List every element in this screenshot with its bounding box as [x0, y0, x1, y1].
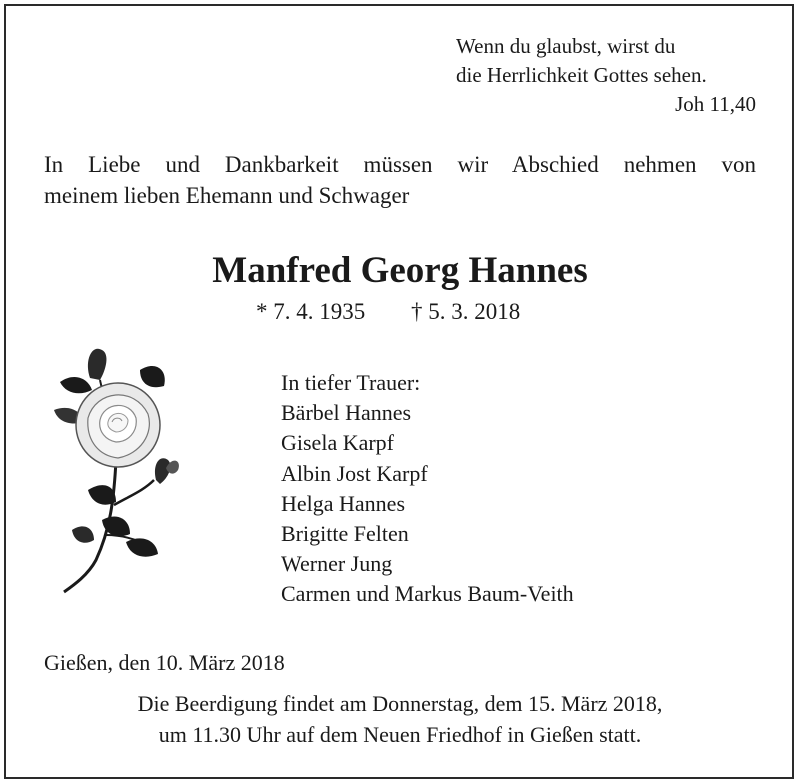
mourner-name: Bärbel Hannes	[281, 400, 412, 426]
intro-text	[44, 149, 756, 211]
mourner-name: Carmen und Markus Baum-Veith	[281, 581, 574, 607]
birth-date: * 7. 4. 1935	[256, 299, 366, 324]
intro-line-1: In Liebe und Dankbarkeit müssen wir Abschied nehmen von	[44, 152, 756, 177]
place-date: Gießen, den 10. März 2018	[44, 650, 285, 675]
mourner-name: Gisela Karpf	[281, 430, 395, 456]
verse-reference: Joh 11,40	[675, 92, 756, 116]
funeral-info	[0, 688, 800, 750]
mourner-name: Albin Jost Karpf	[281, 460, 428, 486]
funeral-line-1: Die Beerdigung findet am Donnerstag, dem 15. März 2018,	[137, 691, 663, 716]
mourners-heading: In tiefer Trauer:	[281, 370, 421, 395]
rose-icon	[44, 330, 194, 600]
death-date: † 5. 3. 2018	[411, 299, 521, 324]
mourner-name: Helga Hannes	[281, 490, 406, 516]
mourners-list	[281, 368, 574, 610]
verse-line-1: Wenn du glaubst, wirst du	[456, 34, 676, 58]
mourner-name: Brigitte Felten	[281, 520, 409, 546]
verse-line-2: die Herrlichkeit Gottes sehen.	[456, 63, 707, 87]
mourner-name: Werner Jung	[281, 551, 393, 577]
bible-verse	[456, 32, 707, 90]
funeral-line-2: um 11.30 Uhr auf dem Neuen Friedhof in Gießen statt.	[158, 722, 642, 747]
deceased-name: Manfred Georg Hannes	[212, 250, 588, 291]
intro-line-2: meinem lieben Ehemann und Schwager	[44, 183, 410, 208]
